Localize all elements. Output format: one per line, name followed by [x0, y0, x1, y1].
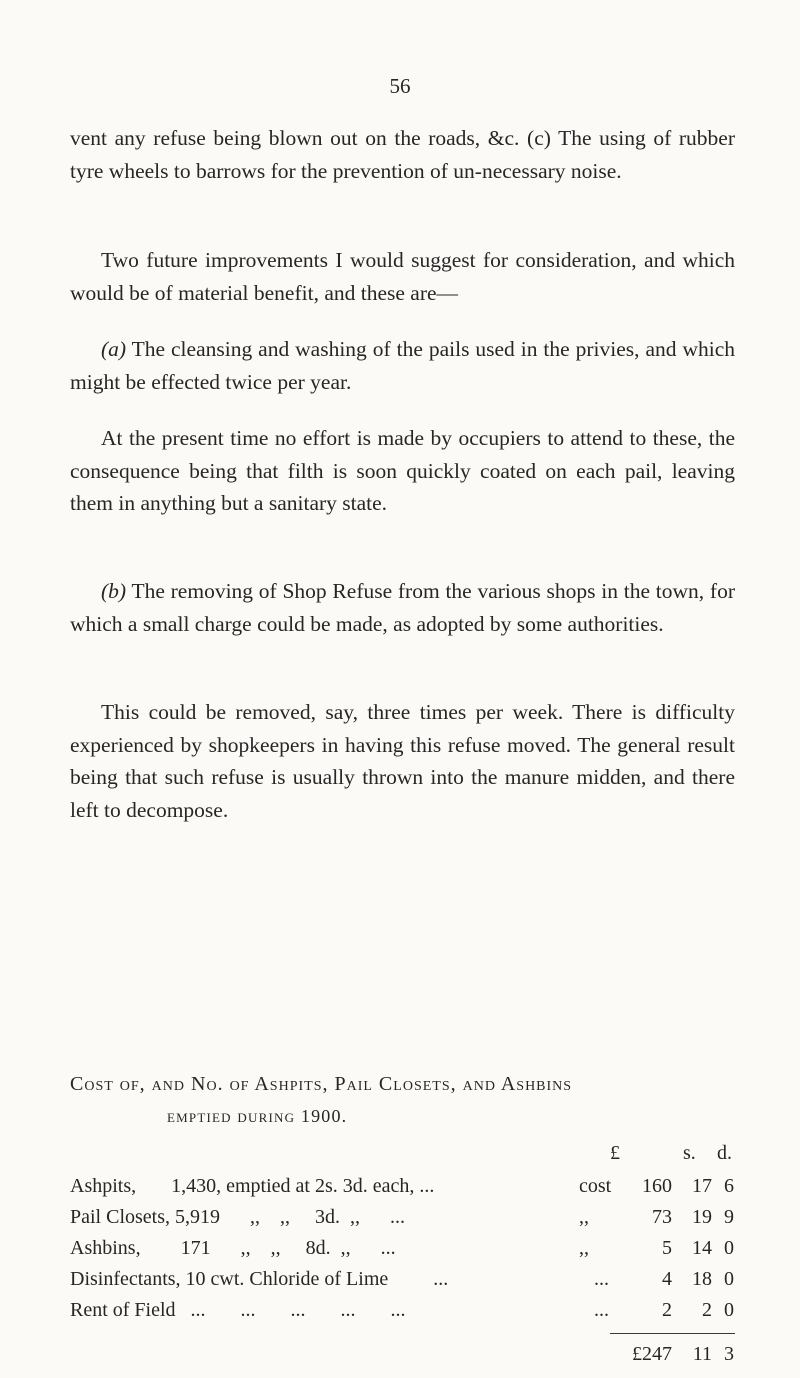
table-row-prefix: cost	[579, 1175, 612, 1197]
paragraph-text: At the present time no effort is made by occupiers to attend to these, the consequence being that filth is soon quickly coated on each pail, leaving them in anything but a sanitary state.	[70, 426, 735, 515]
table-row-pounds: 160	[642, 1175, 672, 1197]
table-row-pence: 9	[724, 1206, 734, 1228]
table-row-label: Rent of Field ... ... ... ... ...	[70, 1299, 406, 1321]
paragraph-text: The cleansing and washing of the pails used in the privies, and which might be effected twice per year.	[70, 337, 735, 394]
paragraph-text: Two future improvements I would suggest for consideration, and which would be of material benefit, and these are—	[70, 248, 735, 305]
page-number: 56	[389, 74, 411, 98]
item-label: (a)	[101, 337, 127, 361]
paragraph-text: vent any refuse being blown out on the roads, &c. (c) The using of rubber tyre wheels to barrows for the prevention of un-necessary noise.	[70, 126, 735, 183]
paragraph	[70, 422, 735, 520]
table-title-text: Cost of, and No. of Ashpits, Pail Closets, and Ashbins	[70, 1073, 573, 1095]
paragraph-text: The removing of Shop Refuse from the various shops in the town, for which a small charge could be made, as adopted by some authorities.	[70, 579, 735, 636]
table-row-shillings: 18	[692, 1268, 712, 1290]
table-row-prefix: ,,	[579, 1206, 589, 1228]
table-row-shillings: 2	[702, 1299, 712, 1321]
subtotal-pounds: £247	[632, 1343, 672, 1365]
table-row-shillings: 17	[692, 1175, 712, 1197]
subtotal-shillings: 11	[692, 1343, 712, 1365]
table-row-pounds: 73	[652, 1206, 672, 1228]
table-row-pounds: 5	[662, 1237, 672, 1259]
table-row-pence: 0	[724, 1268, 734, 1290]
table-row-label: Ashbins, 171 ,, ,, 8d. ,, ...	[70, 1237, 396, 1259]
header-shillings: s.	[683, 1142, 696, 1164]
table-row-shillings: 19	[692, 1206, 712, 1228]
table-row-prefix: ,,	[579, 1237, 589, 1259]
paragraph	[70, 244, 735, 309]
subtotal-pence: 3	[724, 1343, 734, 1365]
paragraph-text: This could be removed, say, three times per week. There is difficulty experienced by shopkeepers in having this refuse moved. The general result being that such refuse is usually thrown into the manure midden, and there left to decompose.	[70, 700, 735, 822]
table-row-pounds: 2	[662, 1299, 672, 1321]
table-row-pence: 6	[724, 1175, 734, 1197]
sum-rule	[610, 1333, 735, 1334]
table-row-shillings: 14	[692, 1237, 712, 1259]
table-row-prefix: ...	[594, 1299, 609, 1321]
paragraph	[70, 122, 735, 187]
paragraph	[70, 575, 735, 640]
paragraph	[70, 333, 735, 398]
table-title	[70, 1068, 740, 1132]
header-pence: d.	[717, 1142, 732, 1164]
table-row-label: Disinfectants, 10 cwt. Chloride of Lime ...	[70, 1268, 449, 1290]
table-row-label: Pail Closets, 5,919 ,, ,, 3d. ,, ...	[70, 1206, 406, 1228]
table-subtitle: emptied during 1900.	[167, 1106, 348, 1126]
table-row-pence: 0	[724, 1299, 734, 1321]
table-row-label: Ashpits, 1,430, emptied at 2s. 3d. each, ...	[70, 1175, 435, 1197]
table-row-pounds: 4	[662, 1268, 672, 1290]
item-label: (b)	[101, 579, 127, 603]
table-row-prefix: ...	[594, 1268, 609, 1290]
header-pounds: £	[610, 1142, 620, 1164]
table-row-pence: 0	[724, 1237, 734, 1259]
paragraph	[70, 696, 735, 826]
